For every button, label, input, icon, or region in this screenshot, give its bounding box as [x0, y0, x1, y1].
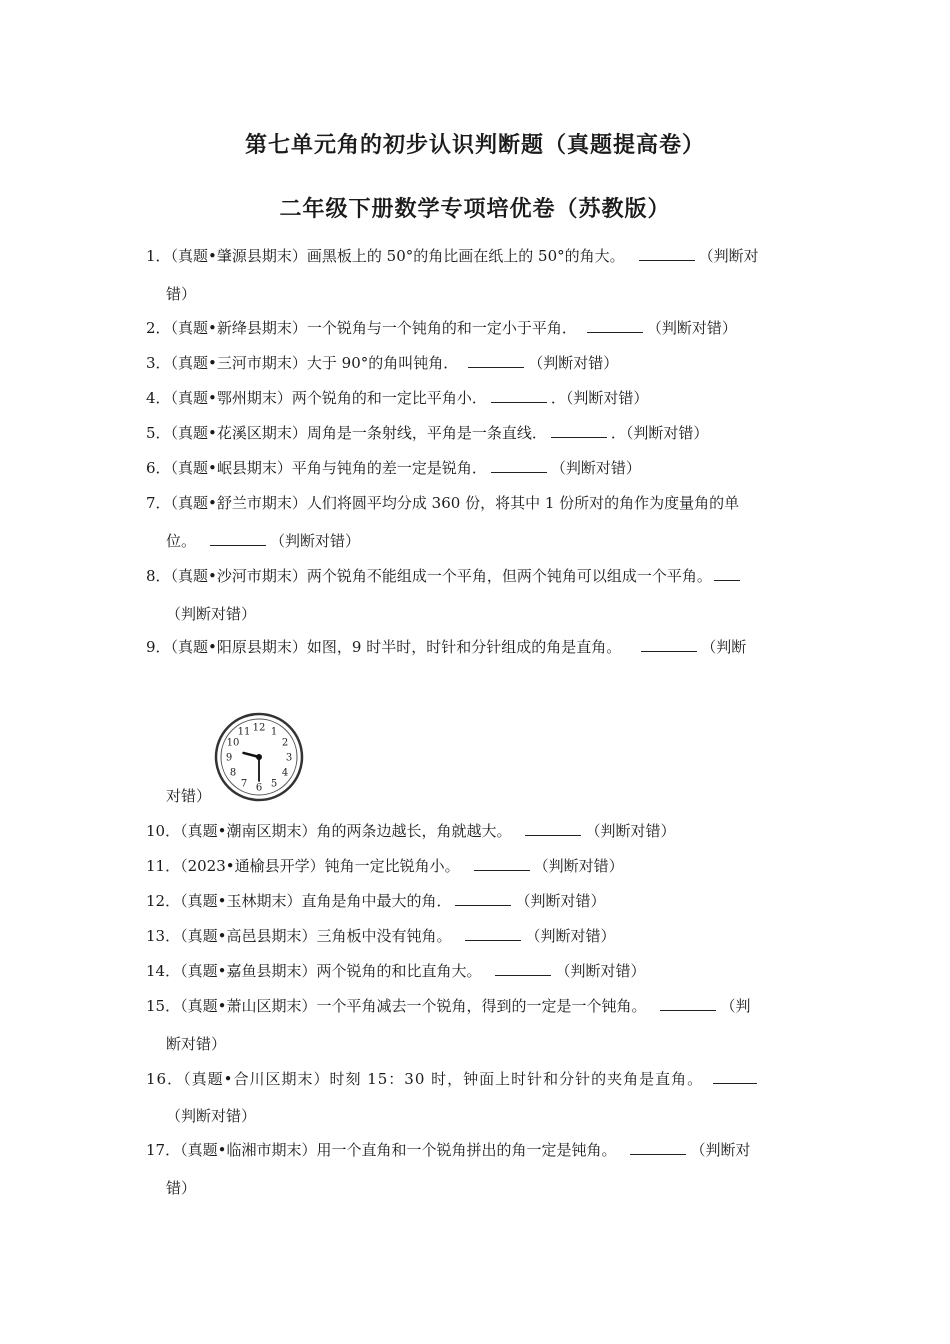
question-tail: （判断对错）	[528, 354, 619, 372]
question-number: 7．	[146, 494, 171, 512]
question-1	[146, 246, 759, 266]
answer-blank[interactable]	[660, 996, 716, 1011]
question-16	[146, 1069, 761, 1089]
question-text: （真题•嘉鱼县期末）两个锐角的和比直角大。	[180, 962, 482, 980]
question-number: 12．	[146, 892, 181, 910]
question-1-wrap: 错）	[166, 285, 197, 303]
question-17	[146, 1140, 750, 1160]
question-number: 4．	[146, 389, 171, 407]
clock-number: 8	[229, 767, 237, 779]
question-number: 1．	[146, 247, 171, 265]
question-7-wrap	[166, 531, 360, 551]
question-15-wrap: 断对错）	[166, 1035, 227, 1053]
clock-face-image	[214, 712, 304, 802]
question-tail: （判断对	[690, 1141, 751, 1159]
question-4	[146, 388, 648, 408]
question-text: （真题•阳原县期末）如图，9 时半时，时针和分针组成的角是直角。	[170, 638, 622, 656]
question-number: 15．	[146, 997, 181, 1015]
question-3	[146, 353, 618, 373]
clock-center	[256, 754, 262, 760]
question-tail: （判断对错）	[533, 857, 624, 875]
question-5	[146, 423, 708, 443]
question-9	[146, 637, 746, 657]
question-tail: （判	[720, 997, 751, 1015]
question-number: 5．	[146, 424, 171, 442]
question-number: 16．	[146, 1070, 184, 1088]
question-tail: （判断对错）	[646, 319, 737, 337]
question-number: 3．	[146, 354, 171, 372]
question-text: （真题•合川区期末）时刻 15：30 时，钟面上时针和分针的夹角是直角。	[183, 1070, 704, 1088]
clock-number: 1	[270, 726, 278, 738]
question-number: 6．	[146, 459, 171, 477]
question-text: 位。	[166, 532, 197, 550]
question-11	[146, 856, 624, 876]
question-text: （真题•临湘市期末）用一个直角和一个锐角拼出的角一定是钝角。	[180, 1141, 617, 1159]
question-14	[146, 961, 645, 981]
clock-number: 11	[237, 726, 251, 738]
question-number: 10．	[146, 822, 181, 840]
question-tail: （判断对错）	[585, 822, 676, 840]
question-6	[146, 458, 641, 478]
answer-blank[interactable]	[525, 821, 581, 836]
question-text: （真题•岷县期末）平角与钝角的差一定是锐角．	[170, 459, 487, 477]
question-16-wrap: （判断对错）	[166, 1107, 257, 1125]
question-tail: （判断对错）	[525, 927, 616, 945]
question-12	[146, 891, 605, 911]
question-8	[146, 566, 744, 586]
clock-number: 5	[270, 778, 278, 790]
question-number: 13．	[146, 927, 181, 945]
question-10	[146, 821, 675, 841]
question-tail: ．（判断对错）	[610, 424, 709, 442]
question-number: 8．	[146, 567, 171, 585]
question-tail: ．（判断对错）	[550, 389, 649, 407]
question-text: （真题•玉林期末）直角是角中最大的角．	[180, 892, 452, 910]
answer-blank[interactable]	[630, 1140, 686, 1155]
question-text: （真题•萧山区期末）一个平角减去一个锐角，得到的一定是一个钝角。	[180, 997, 647, 1015]
clock-number: 6	[255, 782, 263, 794]
question-tail: （判断对错）	[515, 892, 606, 910]
question-text: （真题•舒兰市期末）人们将圆平均分成 360 份，将其中 1 份所对的角作为度量角的单	[170, 494, 740, 512]
answer-blank[interactable]	[713, 1069, 757, 1084]
page-subtitle: 二年级下册数学专项培优卷（苏教版）	[279, 197, 671, 222]
clock-number: 10	[226, 737, 240, 749]
question-7	[146, 493, 739, 513]
question-17-wrap: 错）	[166, 1179, 197, 1197]
question-number: 14．	[146, 962, 181, 980]
page-title: 第七单元角的初步认识判断题（真题提高卷）	[244, 133, 705, 158]
question-number: 2．	[146, 319, 171, 337]
question-text: （2023•通榆县开学）钝角一定比锐角小。	[180, 857, 460, 875]
question-8-wrap: （判断对错）	[166, 605, 257, 623]
question-2	[146, 318, 737, 338]
question-text: （真题•肇源县期末）画黑板上的 50°的角比画在纸上的 50°的角大。	[170, 247, 625, 265]
question-number: 9．	[146, 638, 171, 656]
question-text: （真题•鄂州期末）两个锐角的和一定比平角小．	[170, 389, 487, 407]
answer-blank[interactable]	[210, 531, 266, 546]
answer-blank[interactable]	[465, 926, 521, 941]
question-text: （真题•花溪区期末）周角是一条射线，平角是一条直线．	[170, 424, 547, 442]
question-tail: （判断对	[698, 247, 759, 265]
answer-blank[interactable]	[714, 566, 740, 581]
question-tail: （判断对错）	[550, 459, 641, 477]
question-text: （真题•高邑县期末）三角板中没有钝角。	[180, 927, 452, 945]
clock-number: 4	[281, 767, 289, 779]
clock-number: 12	[252, 722, 266, 734]
question-text: （真题•新绛县期末）一个锐角与一个钝角的和一定小于平角．	[170, 319, 577, 337]
answer-blank[interactable]	[491, 388, 547, 403]
question-13	[146, 926, 615, 946]
question-text: （真题•沙河市期末）两个锐角不能组成一个平角，但两个钝角可以组成一个平角。	[170, 567, 712, 585]
answer-blank[interactable]	[474, 856, 530, 871]
question-tail: （判断对错）	[555, 962, 646, 980]
question-number: 17．	[146, 1141, 181, 1159]
answer-blank[interactable]	[468, 353, 524, 368]
question-9-wrap: 对错）	[166, 787, 212, 805]
answer-blank[interactable]	[455, 891, 511, 906]
question-text: （真题•三河市期末）大于 90°的角叫钝角．	[170, 354, 459, 372]
clock-number: 7	[240, 778, 248, 790]
question-15	[146, 996, 750, 1016]
answer-blank[interactable]	[639, 246, 695, 261]
question-tail: （判断对错）	[270, 532, 361, 550]
answer-blank[interactable]	[491, 458, 547, 473]
clock-number: 9	[225, 752, 233, 764]
question-tail: （判断	[701, 638, 747, 656]
answer-blank[interactable]	[495, 961, 551, 976]
question-number: 11．	[146, 857, 181, 875]
question-text: （真题•潮南区期末）角的两条边越长，角就越大。	[180, 822, 512, 840]
clock-number: 2	[281, 737, 289, 749]
clock-number: 3	[285, 752, 293, 764]
answer-blank[interactable]	[551, 423, 607, 438]
answer-blank[interactable]	[587, 318, 643, 333]
answer-blank[interactable]	[641, 637, 697, 652]
